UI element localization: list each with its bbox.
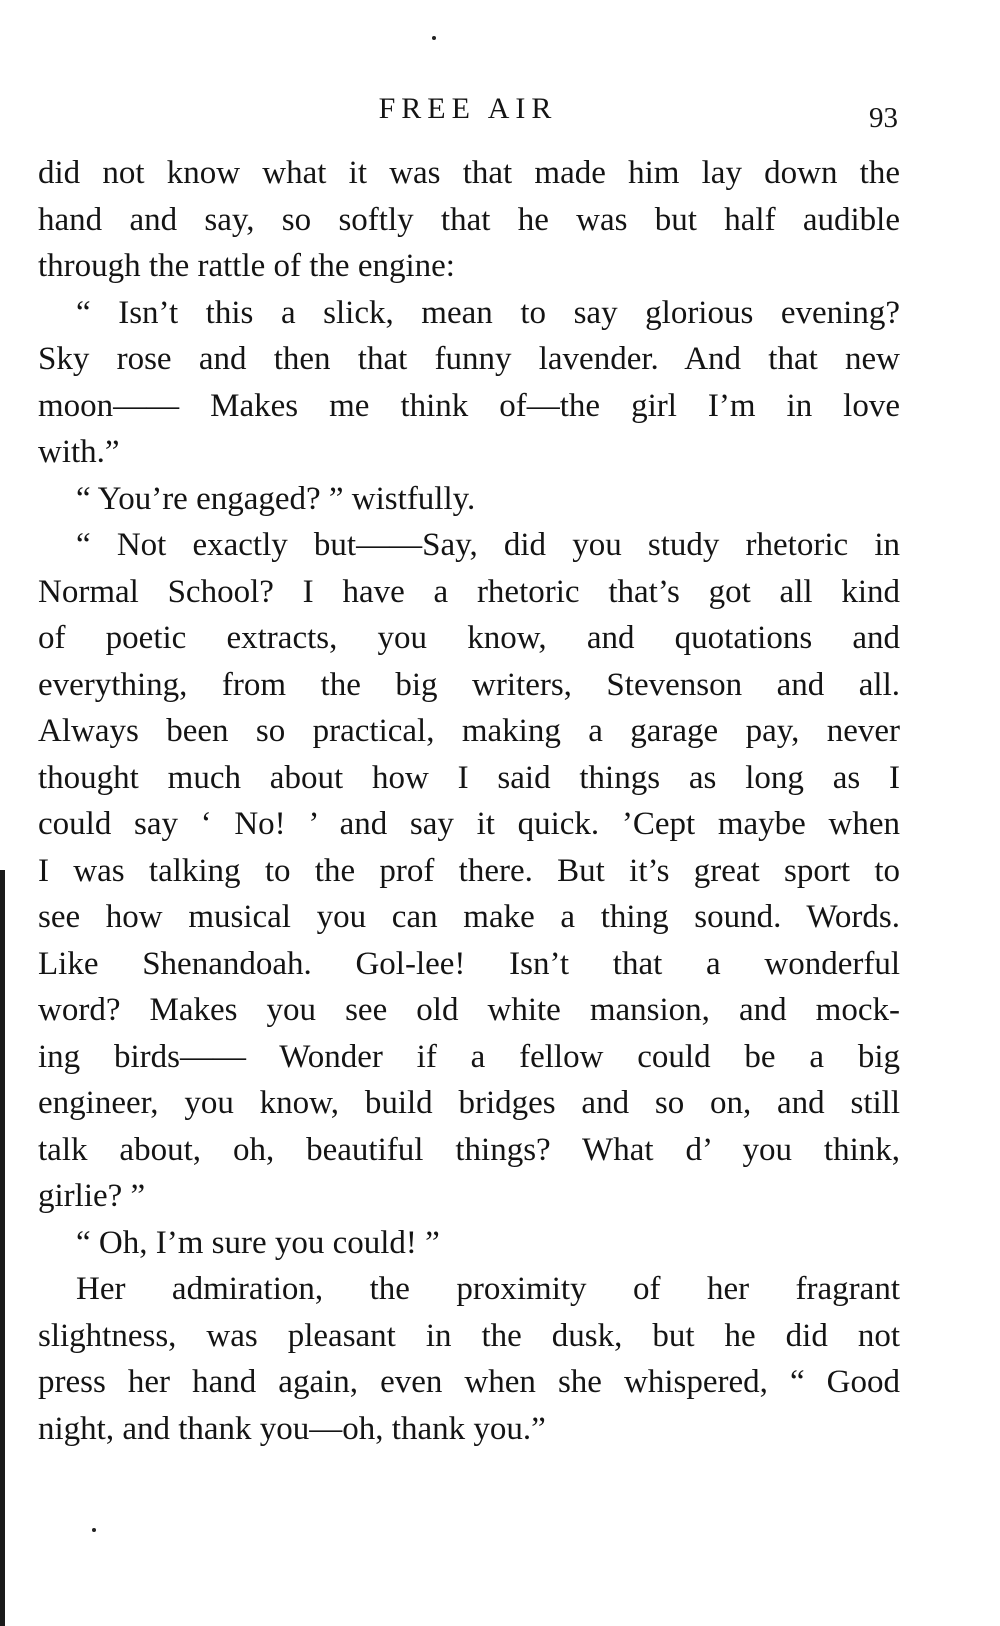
text-line: word? Makes you see old white mansion, and mock- xyxy=(38,992,900,1028)
body-text xyxy=(38,150,900,1452)
text-line: “ Not exactly but——Say, did you study rhetoric in xyxy=(76,527,900,563)
text-line: of poetic extracts, you know, and quotations and xyxy=(38,620,900,656)
text-line: Like Shenandoah. Gol-lee! Isn’t that a wonderful xyxy=(38,945,900,982)
running-head xyxy=(38,92,898,132)
running-title: FREE AIR xyxy=(378,92,558,125)
text-line: Normal School? I have a rhetoric that’s got all kind xyxy=(38,573,900,610)
text-line: see how musical you can make a thing sound. Words. xyxy=(38,899,900,935)
text-line: night, and thank you—oh, thank you.” xyxy=(38,1410,546,1447)
text-line: with.” xyxy=(38,434,120,470)
text-line: “ You’re engaged? ” wistfully. xyxy=(76,480,476,517)
text-line: through the rattle of the engine: xyxy=(38,248,455,284)
text-line: everything, from the big writers, Stevenson and all. xyxy=(38,666,900,703)
text-line: could say ‘ No! ’ and say it quick. ’Cept maybe when xyxy=(38,806,900,842)
text-line: girlie? ” xyxy=(38,1178,146,1214)
text-line: engineer, you know, build bridges and so on, and still xyxy=(38,1085,900,1121)
text-line: “ Isn’t this a slick, mean to say glorious evening? xyxy=(76,294,900,331)
bottom-speck xyxy=(92,1528,96,1532)
text-line: I was talking to the prof there. But it’s great sport to xyxy=(38,852,900,889)
text-line: moon—— Makes me think of—the girl I’m in love xyxy=(38,387,900,424)
text-line: ing birds—— Wonder if a fellow could be a big xyxy=(38,1038,900,1075)
text-line: Sky rose and then that funny lavender. And that new xyxy=(38,341,900,377)
text-line: “ Oh, I’m sure you could! ” xyxy=(76,1224,440,1261)
text-line: Her admiration, the proximity of her fragrant xyxy=(76,1271,900,1307)
text-line: slightness, was pleasant in the dusk, but he did not xyxy=(38,1317,900,1354)
text-line: hand and say, so softly that he was but half audible xyxy=(38,201,900,238)
text-line: press her hand again, even when she whispered, “ Good xyxy=(38,1364,900,1400)
page-number: 93 xyxy=(869,102,898,134)
text-line: Always been so practical, making a garage pay, never xyxy=(38,713,900,749)
top-speck xyxy=(432,36,436,40)
text-line: did not know what it was that made him lay down the xyxy=(38,155,900,191)
text-line: talk about, oh, beautiful things? What d’ you think, xyxy=(38,1131,900,1168)
text-line: thought much about how I said things as long as I xyxy=(38,759,900,796)
spine-edge-mark xyxy=(0,870,5,1626)
